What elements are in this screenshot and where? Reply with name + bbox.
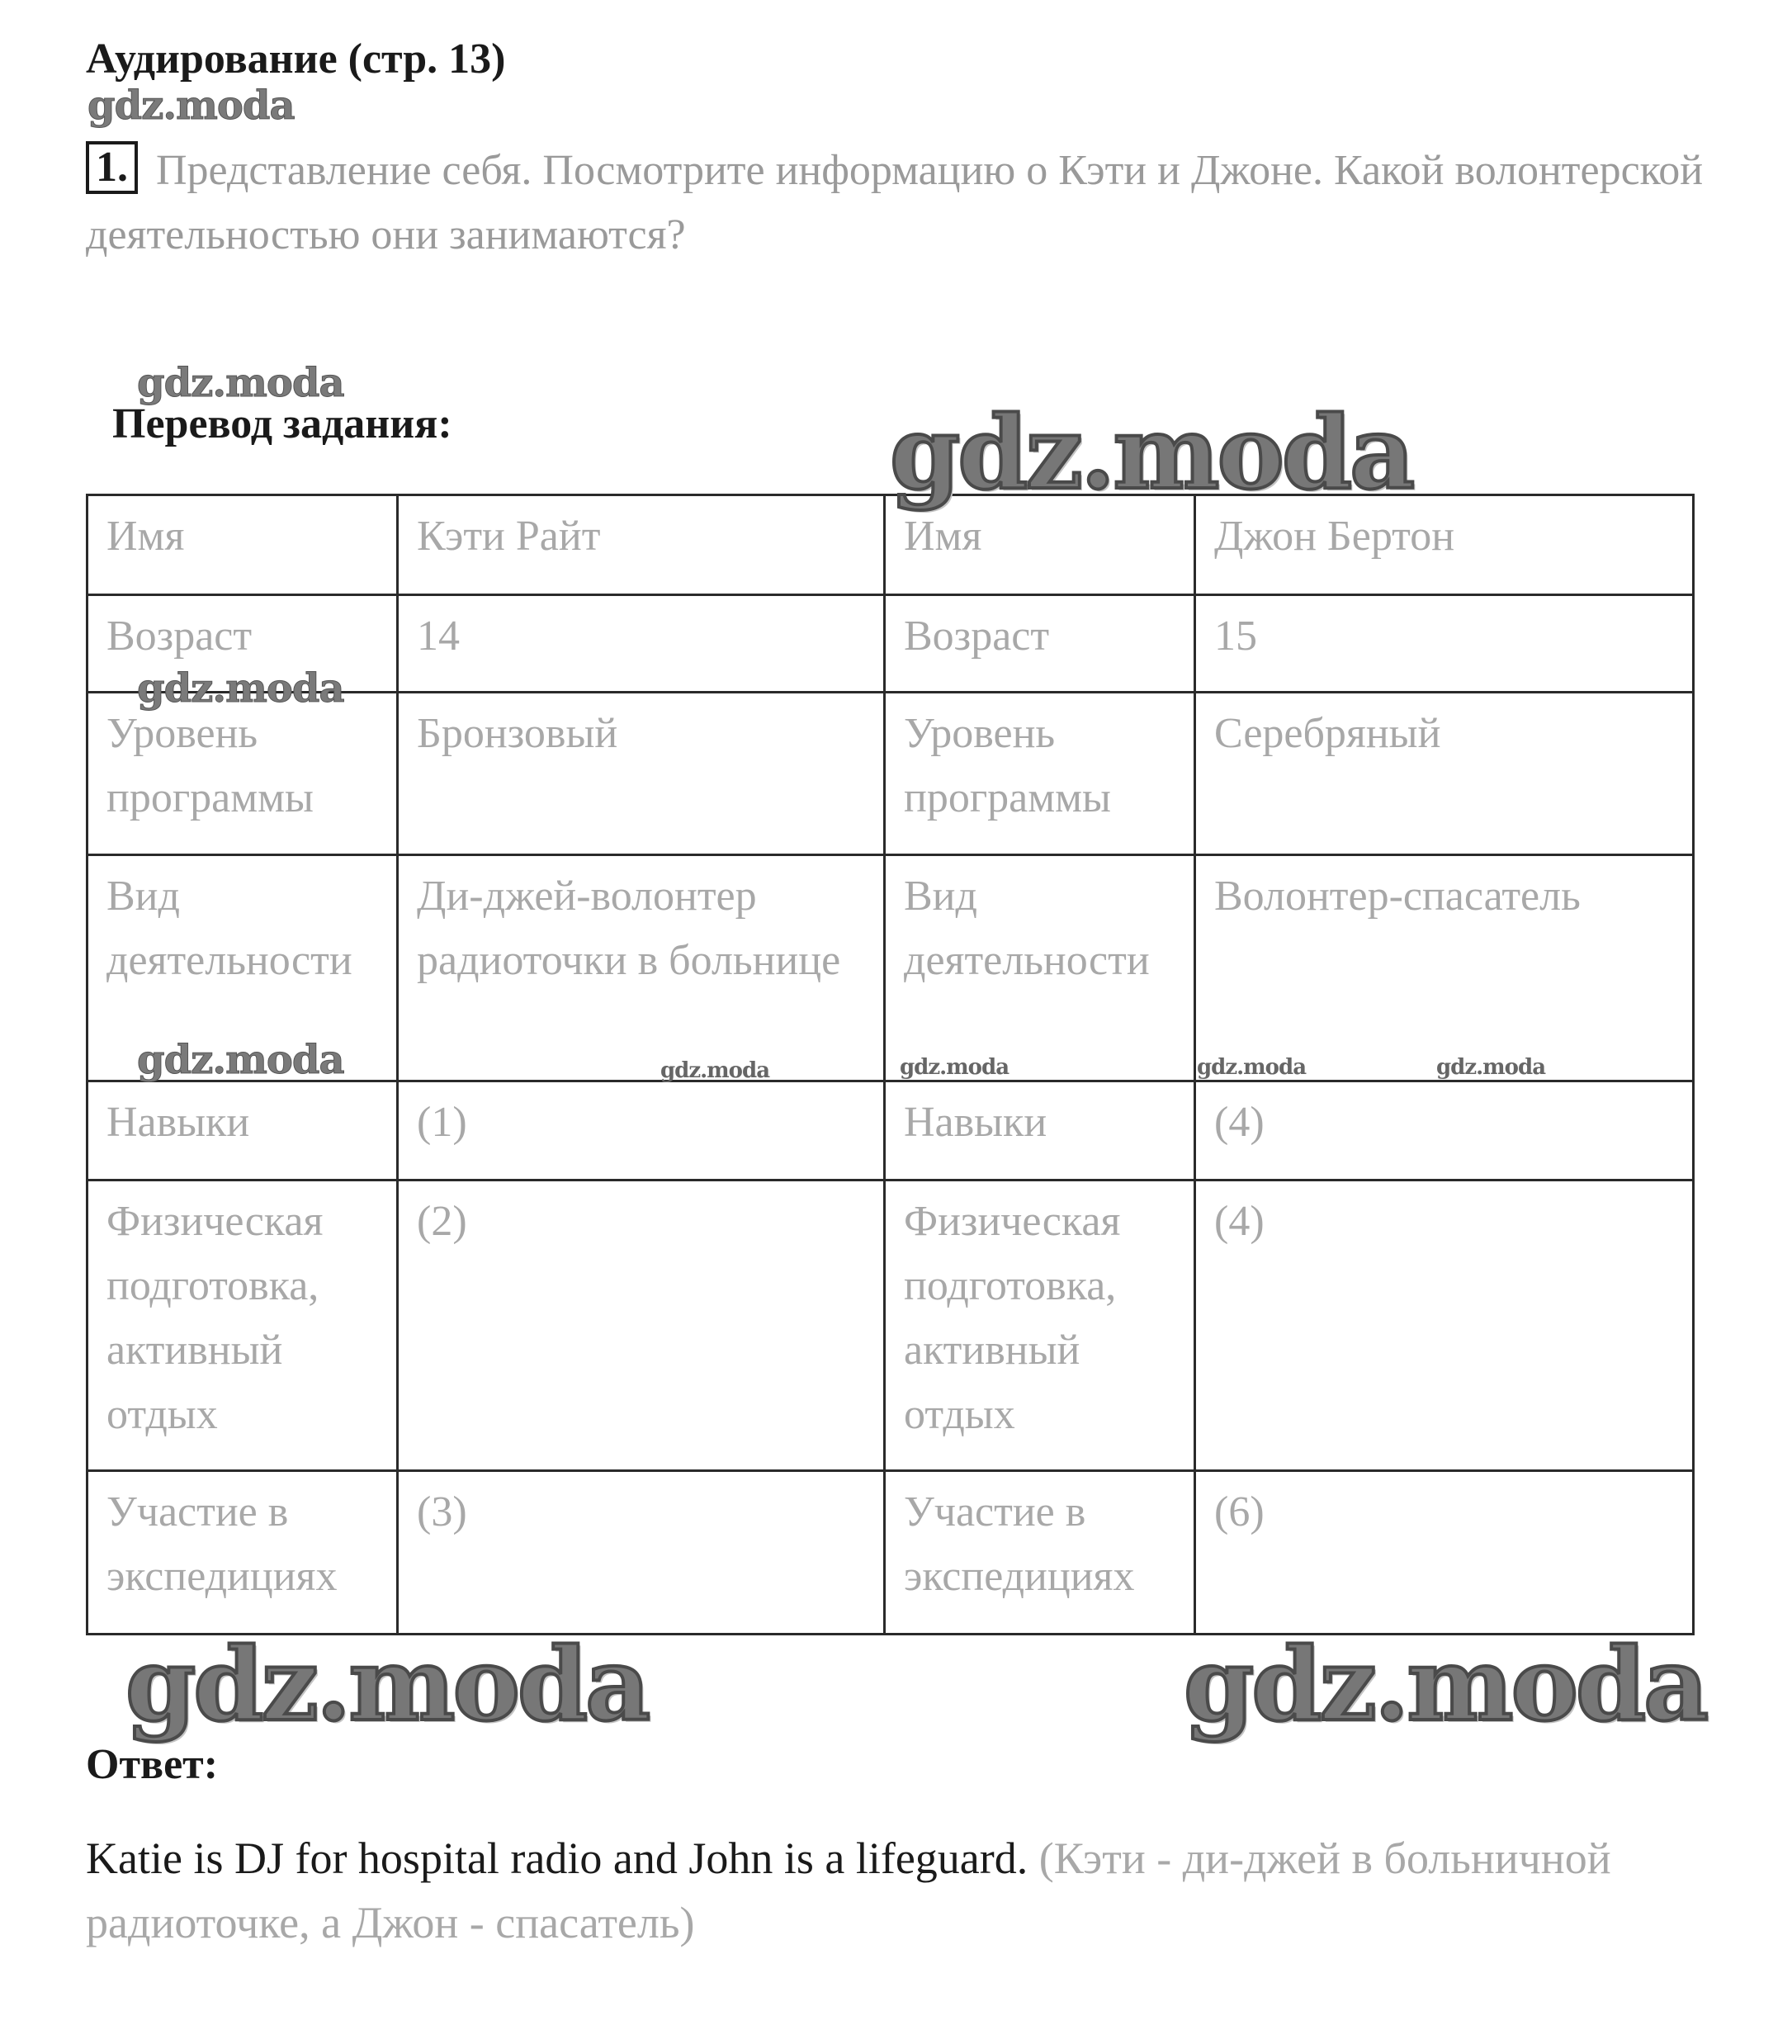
table-row [87,1181,1694,1471]
table-cell: (4) [1195,1181,1694,1471]
table-cell: Участие в экспедициях [885,1471,1195,1635]
watermark-logo: gdz.moda [137,665,344,712]
watermark-logo: gdz.moda [1197,1055,1307,1080]
table-cell: Уровень программы [885,693,1195,855]
table-cell: (4) [1195,1081,1694,1181]
watermark-logo: gdz.moda [1184,1625,1707,1744]
table-cell: Волонтер-спасатель [1195,855,1694,1081]
table-cell: Возраст [885,595,1195,693]
answer-russian: (Кэти - ди-джей в больничной радиоточке, а Джон - спасатель) [86,1833,1611,1947]
task-text: Представление себя. Посмотрите информацию о Кэти и Джоне. Какой волонтерской деятельностью они занимаются? [86,147,1704,258]
table-row [87,855,1694,1081]
table-cell: Уровень программы [87,693,398,855]
table-cell: Навыки [87,1081,398,1181]
table-cell: 15 [1195,595,1694,693]
table-cell: Джон Бертон [1195,495,1694,595]
table-row [87,1471,1694,1635]
watermark-logo: gdz.moda [660,1058,770,1083]
table-cell: (6) [1195,1471,1694,1635]
watermark-logo: gdz.moda [137,360,344,406]
watermark-logo: gdz.moda [1436,1055,1546,1080]
table-row [87,1081,1694,1181]
table-cell: Бронзовый [398,693,885,855]
table-cell: Имя [87,495,398,595]
table-cell: Серебряный [1195,693,1694,855]
table-cell: Возраст [87,595,398,693]
answer-text [86,1826,1704,1955]
table-cell: (3) [398,1471,885,1635]
table-cell: Навыки [885,1081,1195,1181]
watermark-logo: gdz.moda [87,83,295,129]
table-cell: 14 [398,595,885,693]
watermark-logo: gdz.moda [125,1625,649,1744]
table-cell: (1) [398,1081,885,1181]
table-row [87,595,1694,693]
watermark-logo: gdz.moda [137,1037,344,1083]
volunteer-info-table [86,494,1695,1635]
watermark-logo: gdz.moda [890,393,1413,512]
answer-title: Ответ: [86,1741,219,1788]
table-cell: Имя [885,495,1195,595]
table-row [87,495,1694,595]
page-heading: Аудирование (стр. 13) [86,35,506,83]
translation-title: Перевод задания: [112,400,452,447]
answer-english: Katie is DJ for hospital radio and John is a lifeguard. [86,1833,1028,1883]
table-cell: Физическая подготовка, активный отдых [885,1181,1195,1471]
table-cell: Кэти Райт [398,495,885,595]
table-cell: Ди-джей-волонтер радиоточки в больнице [398,855,885,1081]
table-cell: (2) [398,1181,885,1471]
table-cell: Вид деятельности [87,855,398,1081]
watermark-logo: gdz.moda [900,1055,1009,1080]
table-cell: Участие в экспедициях [87,1471,398,1635]
task-instruction [86,139,1704,267]
task-number-badge: 1. [86,141,138,194]
table-cell: Вид деятельности [885,855,1195,1081]
table-cell: Физическая подготовка, активный отдых [87,1181,398,1471]
table-row [87,693,1694,855]
